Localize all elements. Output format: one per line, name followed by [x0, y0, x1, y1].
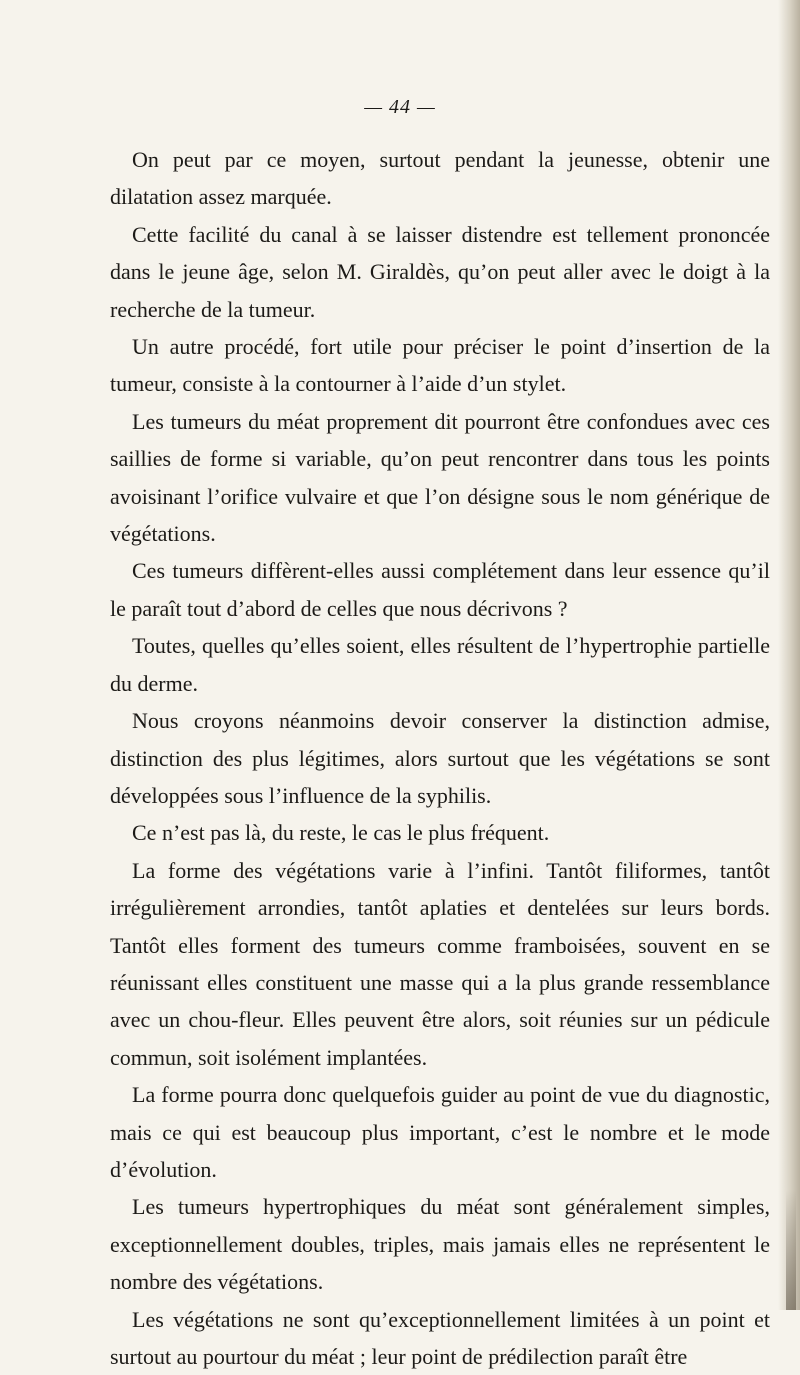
- paragraph: On peut par ce moyen, surtout pendant la jeunesse, obtenir une dilatation assez marquée.: [110, 147, 770, 210]
- paragraph: Les tumeurs hypertrophiques du méat sont généralement simples, exceptionnellement doubles, triples, mais jamais elles ne représentent le nombre des végétations.: [110, 1194, 770, 1295]
- page-edge-shadow: [778, 0, 800, 1310]
- paragraph: Nous croyons néanmoins devoir conserver la distinction admise, distinction des plus légitimes, alors surtout que les végétations se sont développées sous l’influence de la syphilis.: [110, 708, 770, 808]
- paragraph: Toutes, quelles qu’elles soient, elles résultent de l’hypertrophie partielle du derme.: [110, 633, 770, 696]
- page-number: — 44 —: [364, 96, 436, 118]
- paragraph: Les tumeurs du méat proprement dit pourront être confondues avec ces saillies de forme si variable, qu’on peut rencontrer dans tous les points avoisinant l’orifice vulvaire et que l’on désigne sous le nom générique de végétations.: [110, 408, 770, 547]
- paragraph: Ces tumeurs diffèrent-elles aussi complétement dans leur essence qu’il le paraît tout d’abord de celles que nous décrivons ?: [110, 558, 770, 621]
- paragraph: Un autre procédé, fort utile pour préciser le point d’insertion de la tumeur, consiste à la contourner à l’aide d’un stylet.: [110, 334, 770, 397]
- paragraph: La forme des végétations varie à l’infini. Tantôt filiformes, tantôt irrégulièrement arrondies, tantôt aplaties et dentelées sur leurs bords. Tantôt elles forment des tumeurs comme framboisées, souvent en se réunissant elles constituent une masse qui a la plus grande ressemblance avec un chou-fleur. Elles peuvent être alors, soit réunies sur un pédicule commun, soit isolément implantées.: [110, 857, 770, 1070]
- body-text: [110, 141, 770, 1375]
- paragraph: Ce n’est pas là, du reste, le cas le plus fréquent.: [132, 820, 550, 846]
- paragraph: La forme pourra donc quelquefois guider au point de vue du diagnostic, mais ce qui est beaucoup plus important, c’est le nombre et le mode d’évolution.: [110, 1082, 770, 1182]
- paragraph: Cette facilité du canal à se laisser distendre est tellement prononcée dans le jeune âge, selon M. Giraldès, qu’on peut aller avec le doigt à la recherche de la tumeur.: [110, 221, 770, 322]
- paragraph: Les végétations ne sont qu’exceptionnellement limitées à un point et surtout au pourtour du méat ; leur point de prédilection paraît être: [110, 1306, 770, 1369]
